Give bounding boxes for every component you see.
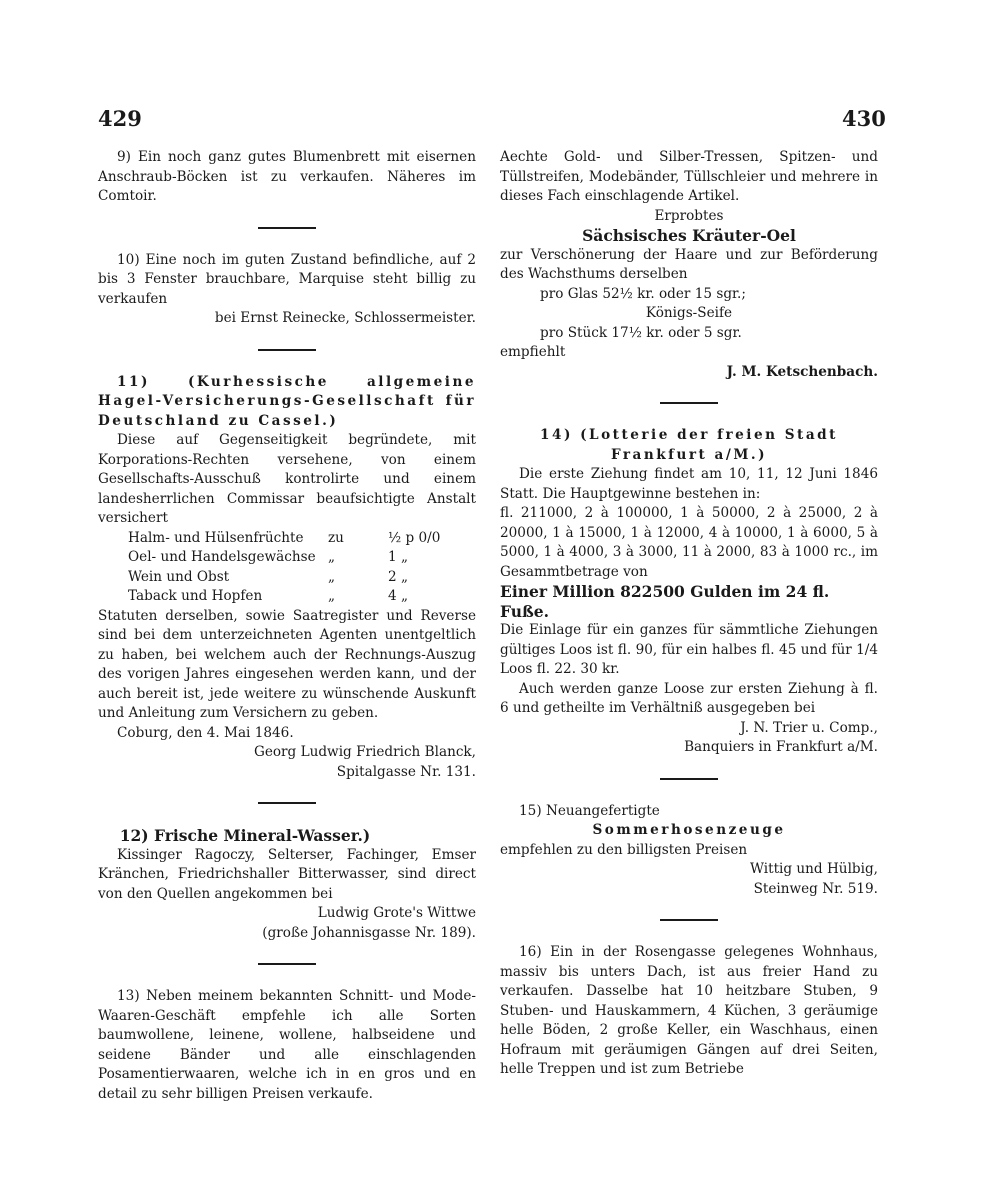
oil-signature: J. M. Ketschenbach.	[726, 363, 878, 380]
divider	[258, 227, 316, 229]
ad-15-product: Sommerhosenzeuge	[592, 822, 786, 838]
ad-14-prizes: fl. 211000, 2 à 100000, 1 à 50000, 2 à 25000, 2 à 20000, 1 à 15000, 1 à 12000, 4 à 10000, 1 à 6000, 5 à 5000, 1 à 4000, 3 à 3000, 11 à 2000, 83 à 1000 rc., im Gesammtbetrage von	[500, 505, 878, 580]
rate-name: Wein und Obst	[128, 568, 230, 585]
ad-14-address: Banquiers in Frankfurt a/M.	[684, 739, 878, 755]
ad-16: 16) Ein in der Rosengasse gelegenes Wohnhaus, massiv bis unters Dach, ist aus freier Hand zu verkaufen. Dasselbe hat 10 heitzbare Stuben, 9 Stuben- und Hauskammern, 4 Küchen, 3 geräumige helle Böden, 2 große Keller, ein Waschhaus, einen Hofraum mit geräumigen Gängen auf drei Seiten, helle Treppen und ist zum Betriebe	[500, 944, 878, 1077]
rate-name: Oel- und Handelsgewächse	[128, 549, 316, 565]
ad-14-title: 14) (Lotterie der freien Stadt Frankfurt a/M.)	[540, 427, 838, 463]
rate-value: ½ p 0/0	[388, 529, 441, 546]
rate-sep: zu	[328, 529, 344, 546]
ad-9: 9) Ein noch ganz gutes Blumenbrett mit eisernen Anschraub-Böcken ist zu verkaufen. Näheres im Comtoir.	[98, 149, 476, 204]
ad-12-signature: Ludwig Grote's Wittwe	[317, 905, 476, 921]
ad-13: 13) Neben meinem bekannten Schnitt- und Mode-Waaren-Geschäft empfehle ich alle Sorten baumwollene, leinene, wollene, halbseidene und seidene Bänder und alle einschlagenden Posamentierwaaren, welche ich in en gros und en detail zu sehr billigen Preisen verkaufe.	[98, 988, 476, 1102]
rate-sep: „	[328, 568, 336, 585]
rate-row	[128, 568, 476, 588]
oil-recommends: empfiehlt	[500, 344, 566, 360]
divider	[660, 919, 718, 921]
ad-11-intro: Diese auf Gegenseitigkeit begründete, mit Korporations-Rechten versehene, von einem Gesellschafts-Ausschuß kontrolirte und einem landesherrlichen Commissar beaufsichtigte Anstalt versichert	[98, 432, 476, 526]
rate-row	[128, 587, 476, 607]
left-column	[98, 148, 476, 1104]
oil-price: pro Glas 52½ kr. oder 15 sgr.;	[540, 285, 746, 302]
divider	[258, 802, 316, 804]
rate-value: 2 „	[388, 568, 409, 585]
ad-15-signature: Wittig und Hülbig,	[750, 861, 878, 877]
rate-sep: „	[328, 549, 336, 565]
rate-value: 1 „	[388, 549, 409, 565]
ad-11-body: Statuten derselben, sowie Saatregister und Reverse sind bei dem unterzeichneten Agenten unentgeltlich zu haben, bei welchem auch der Rechnungs-Auszug des vorigen Jahres eingesehen werden kann, und der auch bereit ist, jede weitere zu wünschende Auskunft und Anleitung zum Versichern zu geben.	[98, 607, 476, 721]
ad-continuation: Aechte Gold- und Silber-Tressen, Spitzen- und Tüllstreifen, Modebänder, Tüllschleier und mehrere in dieses Fach einschlagende Artikel.	[500, 149, 878, 204]
page-number-left: 429	[98, 106, 142, 131]
ad-14-signature: J. N. Trier u. Comp.,	[740, 719, 878, 736]
ad-14-p1: Die erste Ziehung findet am 10, 11, 12 Juni 1846 Statt. Die Hauptgewinne bestehen in:	[500, 466, 878, 502]
rate-row	[128, 548, 476, 568]
soap-price: pro Stück 17½ kr. oder 5 sgr.	[540, 324, 742, 341]
rate-sep: „	[328, 588, 336, 604]
ad-14-p5: Auch werden ganze Loose zur ersten Ziehung à fl. 6 und getheilte im Verhältniß ausgegeben bei	[500, 680, 878, 716]
rate-name: Taback und Hopfen	[128, 588, 263, 604]
right-column	[500, 148, 878, 1080]
oil-description: zur Verschönerung der Haare und zur Beförderung des Wachsthums derselben	[500, 246, 878, 282]
oil-product-name: Sächsisches Kräuter-Oel	[582, 226, 796, 245]
ad-12	[98, 826, 476, 943]
ad-11-address: Spitalgasse Nr. 131.	[336, 763, 476, 780]
ad-10-signature: bei Ernst Reinecke, Schlossermeister.	[214, 310, 476, 326]
rate-value: 4 „	[388, 588, 409, 604]
ad-14-total: Einer Million 822500 Gulden im 24 fl. Fuße.	[500, 582, 830, 621]
soap-name: Königs-Seife	[645, 305, 733, 321]
ad-14	[500, 426, 878, 758]
ad-11-signature: Georg Ludwig Friedrich Blanck,	[253, 744, 476, 760]
rate-name: Halm- und Hülsenfrüchte	[128, 529, 304, 546]
ad-12-title: 12) Frische Mineral-Wasser.)	[119, 826, 371, 845]
ad-14-p4: Die Einlage für ein ganzes für sämmtliche Ziehungen gültiges Loos ist fl. 90, für ein halbes fl. 45 und für 1/4 Loos fl. 22. 30 kr.	[500, 622, 878, 677]
ad-12-address: (große Johannisgasse Nr. 189).	[262, 924, 476, 941]
ad-10	[98, 251, 476, 329]
page-number-right: 430	[842, 106, 886, 131]
ad-11-date: Coburg, den 4. Mai 1846.	[117, 724, 294, 741]
ad-15-address: Steinweg Nr. 519.	[753, 880, 878, 897]
divider	[258, 963, 316, 965]
rate-row	[128, 529, 476, 549]
ad-15-line-1: 15) Neuangefertigte	[519, 802, 660, 819]
ad-11	[98, 373, 476, 783]
divider	[660, 778, 718, 780]
oil-line-1: Erprobtes	[654, 207, 724, 224]
divider	[660, 402, 718, 404]
ad-15	[500, 802, 878, 900]
divider	[258, 349, 316, 351]
ad-11-rates	[98, 529, 476, 607]
ad-herbal-oil	[500, 207, 878, 383]
ad-12-text: Kissinger Ragoczy, Selterser, Fachinger, Emser Kränchen, Friedrichshaller Bitterwasser, sind direct von den Quellen angekommen bei	[98, 846, 476, 902]
ad-10-text: 10) Eine noch im guten Zustand befindliche, auf 2 bis 3 Fenster brauchbare, Marquise steht billig zu verkaufen	[98, 251, 476, 307]
ad-15-line-3: empfehlen zu den billigsten Preisen	[500, 841, 748, 858]
ad-11-title: 11) (Kurhessische allgemeine Hagel-Versicherungs-Gesellschaft für Deutschland zu Cassel.)	[98, 373, 476, 429]
